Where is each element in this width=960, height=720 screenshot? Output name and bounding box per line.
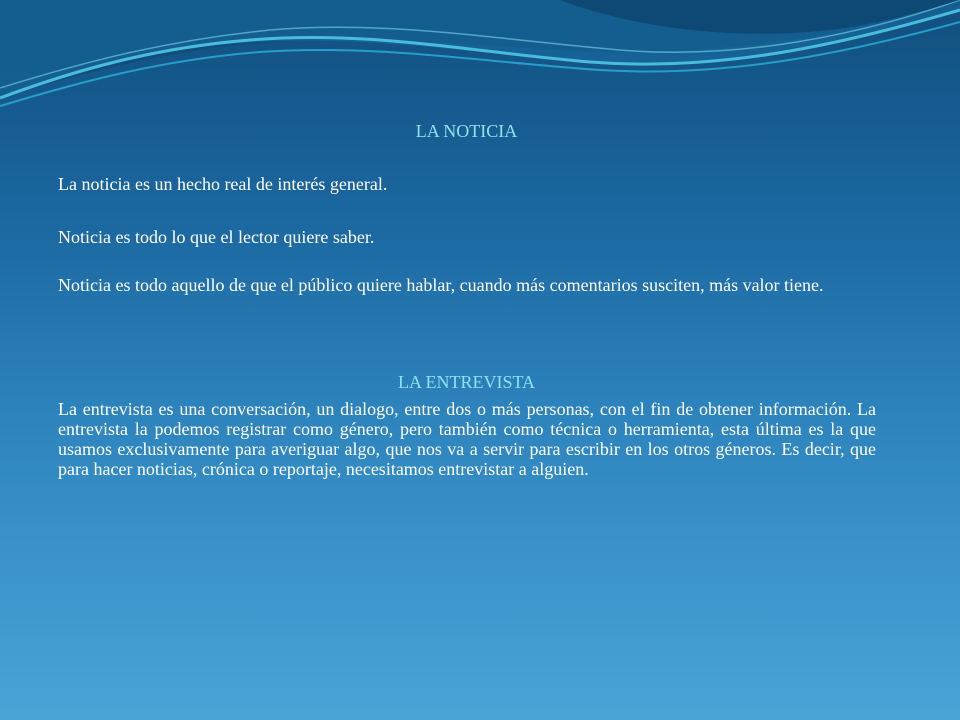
paragraph-publico: Noticia es todo aquello de que el público quiere hablar, cuando más comentarios susciten, más valor tiene.	[58, 275, 824, 295]
title-la-entrevista: LA ENTREVISTA	[397, 372, 536, 392]
title-la-noticia: LA NOTICIA	[415, 121, 518, 141]
paragraph-entrevista: La entrevista es una conversación, un dialogo, entre dos o más personas, con el fin de obtener información. La entrevista la podemos registrar como género, pero también como técnica o herramienta, esta última es la que usamos exclusivamente para averiguar algo, que nos va a servir para escribir en los otros géneros. Es decir, que para hacer noticias, crónica o reportaje, necesitamos entrevistar a alguien.	[58, 399, 876, 479]
paragraph-definition: La noticia es un hecho real de interés general.	[58, 174, 388, 194]
paragraph-lector: Noticia es todo lo que el lector quiere saber.	[58, 227, 375, 247]
